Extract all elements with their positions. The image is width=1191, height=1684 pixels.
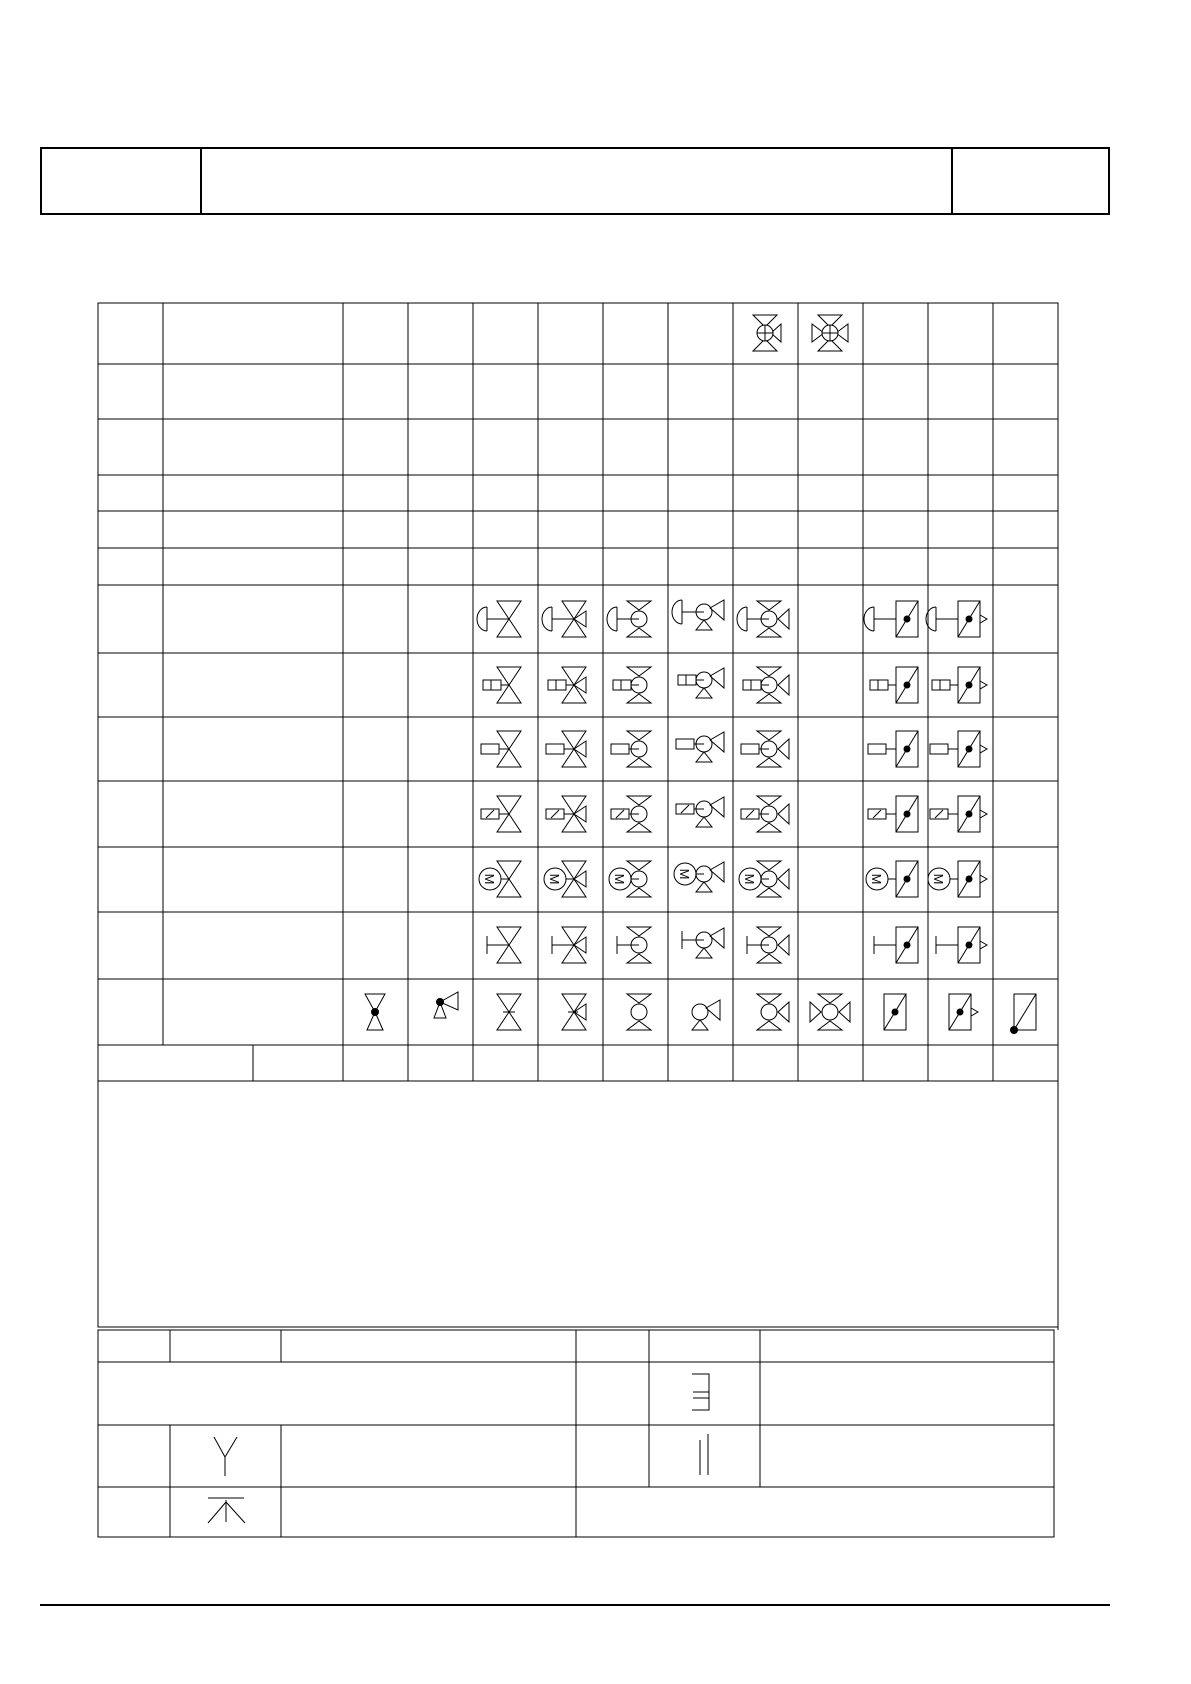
box-three-way-valve-icon [546, 731, 586, 767]
fork-cap-icon [208, 1498, 245, 1523]
solenoid-damper-icon [868, 796, 918, 832]
solenoid-globe-valve-icon [611, 796, 651, 832]
box-damper-three-way-icon [930, 731, 987, 767]
symbol-table-grid [98, 303, 1058, 1327]
piston-angle-valve-icon [678, 668, 724, 698]
check-valve-icon [365, 994, 385, 1030]
five-way-valve-icon [812, 315, 848, 351]
row-bare-valves [365, 992, 1036, 1034]
row-top-symbols [753, 315, 848, 351]
piston-straight-valve-icon [483, 667, 521, 703]
legend-table-grid [98, 1327, 1058, 1537]
globe-four-way-valve-icon [810, 994, 850, 1030]
straight-valve-icon [497, 994, 521, 1030]
piston-damper-three-way-icon [932, 667, 987, 703]
y-branch-icon [214, 1437, 237, 1476]
motor-damper-three-way-icon [928, 861, 987, 897]
bracket-fitting-icon [692, 1374, 709, 1410]
box-straight-valve-icon [481, 731, 521, 767]
row-piston-actuator [483, 667, 987, 703]
diaphragm-globe-three-way-valve-icon [737, 601, 789, 637]
manual-damper-three-way-icon [936, 927, 987, 963]
manual-damper-icon [874, 927, 918, 963]
motor-globe-three-way-valve-icon [739, 861, 789, 897]
diaphragm-angle-valve-icon [672, 600, 724, 630]
row-solenoid-actuator [481, 796, 987, 832]
solenoid-three-way-valve-icon [546, 796, 586, 832]
manual-globe-three-way-valve-icon [747, 927, 789, 963]
damper-three-way-icon [949, 994, 978, 1030]
row-manual-actuator [487, 927, 987, 963]
motor-three-way-valve-icon [544, 861, 586, 897]
piston-globe-three-way-valve-icon [743, 667, 789, 703]
four-way-valve-icon [753, 315, 781, 351]
piston-globe-valve-icon [613, 667, 651, 703]
diaphragm-damper-icon [864, 601, 918, 637]
row-box-actuator [481, 731, 987, 767]
box-angle-valve-icon [676, 732, 724, 762]
double-line-icon [700, 1434, 708, 1475]
diaphragm-globe-valve-icon [607, 601, 651, 637]
motor-angle-valve-icon [674, 862, 724, 892]
manual-globe-valve-icon [617, 927, 651, 963]
motor-straight-valve-icon [479, 861, 521, 897]
motor-damper-icon [866, 861, 918, 897]
manual-straight-valve-icon [487, 927, 521, 963]
damper-icon [884, 994, 906, 1030]
globe-valve-icon [627, 994, 651, 1030]
globe-three-way-valve-icon [757, 994, 789, 1030]
diaphragm-straight-valve-icon [477, 601, 521, 637]
angle-valve-icon [692, 1000, 720, 1030]
footer-rule [40, 1604, 1110, 1606]
piston-three-way-valve-icon [548, 667, 586, 703]
box-damper-icon [868, 731, 918, 767]
damper-open-icon [1011, 994, 1037, 1034]
manual-angle-valve-icon [682, 928, 724, 958]
box-globe-valve-icon [611, 731, 651, 767]
diaphragm-damper-three-way-icon [926, 601, 987, 637]
solenoid-damper-three-way-icon [930, 796, 987, 832]
manual-three-way-valve-icon [552, 927, 586, 963]
piston-damper-icon [870, 667, 918, 703]
solenoid-globe-three-way-valve-icon [741, 796, 789, 832]
three-way-valve-icon [562, 994, 586, 1030]
motor-globe-valve-icon [609, 861, 651, 897]
box-globe-three-way-valve-icon [741, 731, 789, 767]
diaphragm-three-way-valve-icon [542, 601, 586, 637]
angle-check-valve-icon [434, 992, 458, 1018]
solenoid-straight-valve-icon [481, 796, 521, 832]
row-diaphragm-actuator [477, 600, 987, 637]
solenoid-angle-valve-icon [676, 797, 724, 827]
